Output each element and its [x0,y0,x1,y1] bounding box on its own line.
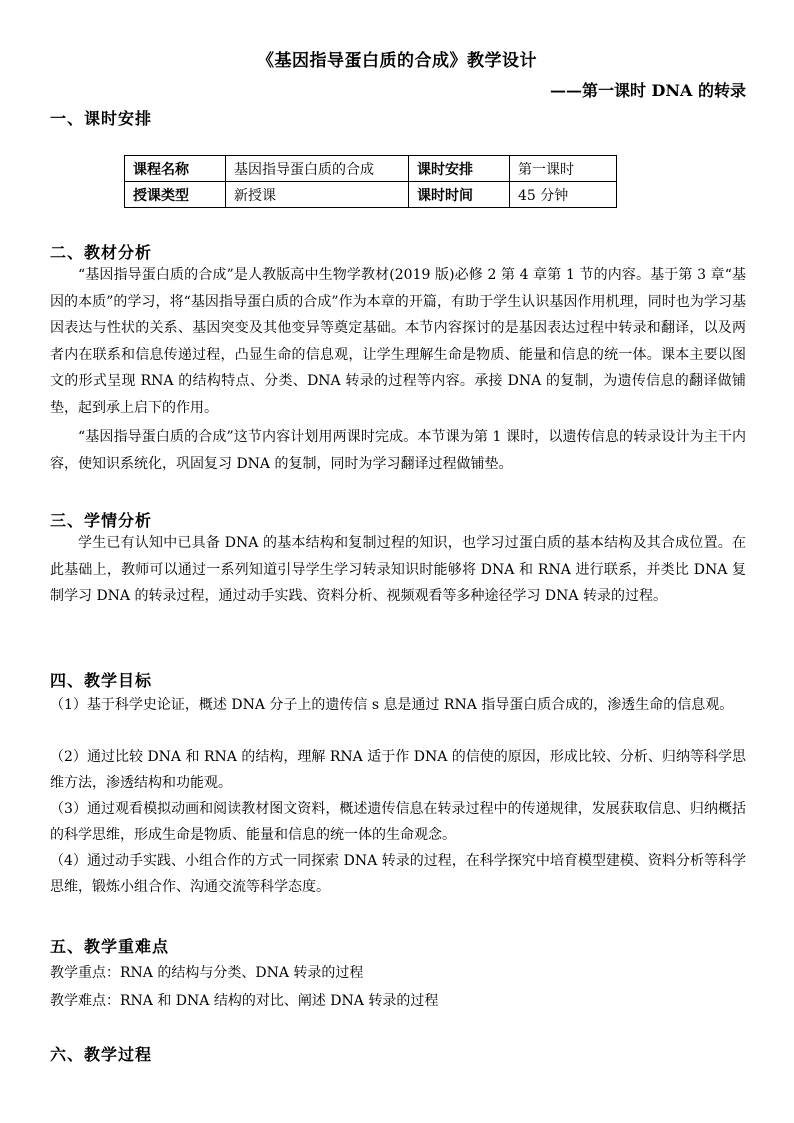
table-row [125,156,617,182]
objective-item: （2）通过比较 DNA 和 RNA 的结构，理解 RNA 适于作 DNA 的信使的原因，形成比较、分析、归纳等科学思维方法，渗透结构和功能观。 [50,749,746,791]
table-cell: 新授课 [226,182,409,208]
table-cell: 课时安排 [409,156,510,182]
objective-item: （3）通过观看模拟动画和阅读教材图文资料，概述遗传信息在转录过程中的传递规律，发展获取信息、归纳概括的科学思维，形成生命是物质、能量和信息的统一体的生命观念。 [50,801,746,843]
objective-item: （4）通过动手实践、小组合作的方式一同探索 DNA 转录的过程，在科学探究中培育模型建模、资料分析等科学思维，锻炼小组合作、沟通交流等科学态度。 [50,853,746,895]
table-row [125,182,617,208]
table-cell: 第一课时 [510,156,617,182]
document-subtitle: ——第一课时 DNA 的转录 [549,81,746,100]
textbook-analysis-paragraph-1: “基因指导蛋白质的合成”是人教版高中生物学教材(2019 版)必修 2 第 4 章第 1 节的内容。基于第 3 章“基因的本质”的学习，将“基因指导蛋白质的合成”作为本章的开篇，有助于学生认识基因作用机理，同时也为学习基因表达与性状的关系、基因突变及其他变异等奠定基础。本节内容探讨的是基因表达过程中转录和翻译，以及两者内在联系和信息传递过程，凸显生命的信息观，让学生理解生命是物质、能量和信息的统一体。课本主要以图文的形式呈现 RNA 的结构特点、分类、DNA 转录的过程等内容。承接 DNA 的复制，为遗传信息的翻译做铺垫，起到承上启下的作用。 [50,267,746,416]
table-cell: 授课类型 [125,182,226,208]
table-cell: 45 分钟 [510,182,617,208]
table-cell: 课时时间 [409,182,510,208]
student-analysis-paragraph: 学生已有认知中已具备 DNA 的基本结构和复制过程的知识，也学习过蛋白质的基本结构及其合成位置。在此基础上，教师可以通过一系列知道引导学生学习转录知识时能够将 DNA 和 RNA 进行联系，并类比 DNA 复制学习 DNA 的转录过程，通过动手实践、资料分析、视频观看等多种途径学习 DNA 转录的过程。 [50,535,746,605]
textbook-analysis-paragraph-2: “基因指导蛋白质的合成”这节内容计划用两课时完成。本节课为第 1 课时，以遗传信息的转录设计为主干内容，使知识系统化，巩固复习 DNA 的复制，同时为学习翻译过程做铺垫。 [50,429,746,472]
section-heading-objectives: 四、教学目标 [50,671,153,690]
teaching-difficult-point: 教学难点：RNA 和 DNA 结构的对比、阐述 DNA 转录的过程 [50,993,439,1009]
course-info-table [124,155,617,208]
teaching-key-point: 教学重点：RNA 的结构与分类、DNA 转录的过程 [50,965,364,981]
section-heading-process: 六、教学过程 [50,1045,153,1064]
section-heading-key-points: 五、教学重难点 [50,937,170,956]
section-heading-textbook: 二、教材分析 [50,243,153,262]
objective-item: （1）基于科学史论证，概述 DNA 分子上的遗传信 s 息是通过 RNA 指导蛋白质合成的，渗透生命的信息观。 [50,697,734,713]
document-title: 《基因指导蛋白质的合成》教学设计 [257,51,537,71]
table-cell: 课程名称 [125,156,226,182]
section-heading-students: 三、学情分析 [50,511,153,530]
table-cell: 基因指导蛋白质的合成 [226,156,409,182]
section-heading-schedule: 一、课时安排 [50,109,153,128]
